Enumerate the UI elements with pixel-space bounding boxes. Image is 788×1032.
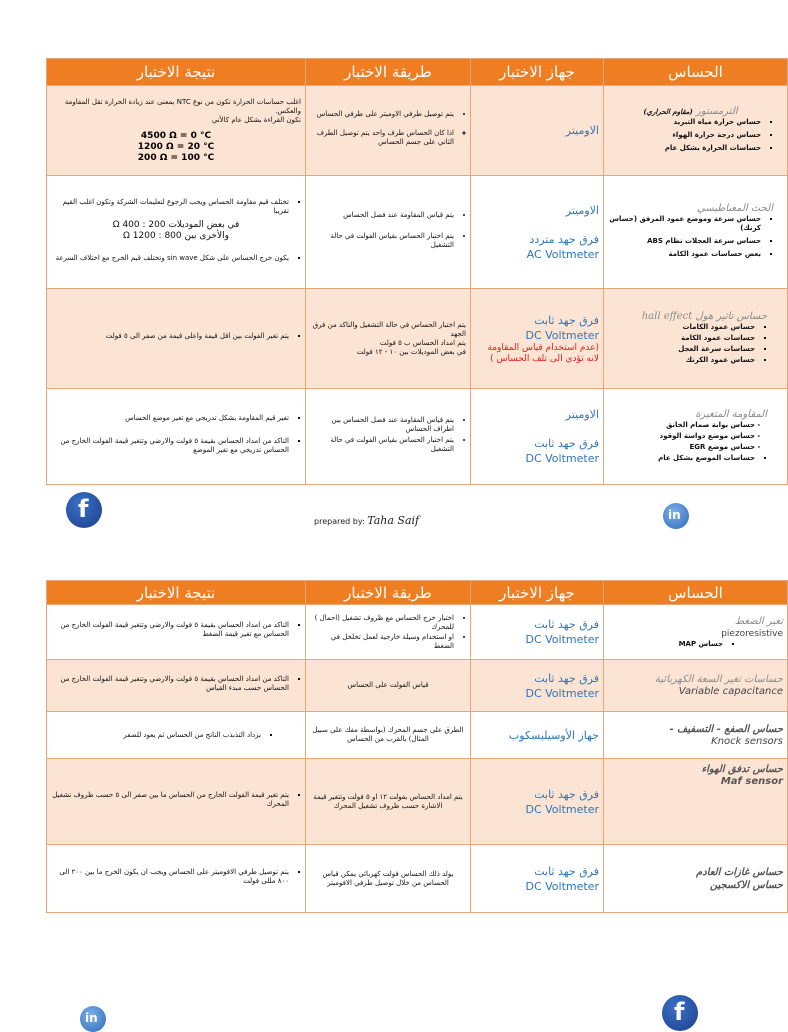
device-label: فرق جهد ثابت [534,618,599,631]
list-item: ▪ حساس عمود الكرنك [608,356,755,365]
list-item: ▪ حساسات سرعة العجل [608,345,755,354]
list-item: • يتم اختبار الحساس بقياس الفولت في حالة التشغيل [310,436,454,454]
result-cell [47,605,306,660]
footer-credit [314,514,419,527]
list-item: ▪ التاكد من امداد الحساس بقيمة ٥ فولت والارضي وتتغير قيمة الفولت الخارج من الحساس مع تغير قيمة الضغط [51,621,289,639]
list-item: ▪ حساس MAP [608,640,723,649]
method-text: قياس الفولت على الحساس [347,681,429,689]
sensor-title: تغير الضغط [734,616,783,627]
list-item: • يتم قياس المقاومة عند فصل الحساس [310,211,454,220]
list-item: ▪ حساس سرعة العجلات نظام ABS [608,237,761,246]
device-label: فرق جهد ثابت [534,313,599,327]
result-cell [47,86,306,176]
device-cell [471,389,604,485]
table-row [47,660,788,712]
device-label: فرق جهد ثابت [534,864,599,878]
list-item: ▪ حساس عمود الكامات [608,323,755,332]
footer-prepared-label: prepared by: [314,517,365,526]
list-item: • او استخدام وسيلة خارجية لعمل تخلخل في الضغط [310,633,454,651]
list-item: ▪ حساس سرعة وموضع عمود المرفق (حساس كرنك) [608,215,761,233]
list-item: ▪ يتم تغير الفولت بين اقل قيمة واعلى قيمة من صفر الى ٥ فولت [51,332,289,341]
device-cell [471,289,604,389]
list-item: ▪ حساسات الحرارة بشكل عام [608,144,761,153]
header-result: نتيجة الاختبار [47,59,306,86]
sensor-cell [604,86,788,176]
device-label: DC Voltmeter [525,879,599,893]
list-item: ▪ يتم تغير قيمة الفولت الخارج من الحساس ما بين صفر الى ٥ حسب ظروف تشغيل المحرك [51,791,289,809]
sensor-subtitle: piezoresistive [721,629,783,639]
method-text: يتم امداد الحساس بفولت ١٢ او ٥ فولت وتتغير قيمة الاشارة حسب ظروف تشغيل المحرك [313,792,463,810]
header-device: جهاز الاختبار [471,581,604,605]
list-item: • يتم قياس المقاومة عند فصل الحساس بين اطراف الحساس [310,416,454,434]
sensor-cell [604,660,788,712]
list-item: ▪ حساس درجة حرارة الهواء [608,131,761,140]
table-row [47,289,788,389]
method-cell [306,389,471,485]
list-item: ▪ يتم توصيل طرفي الافوميتر على الحساس ويجب ان يكون الخرج ما بين ٢٠٠ الى ٨٠٠ مللى فولت [51,868,289,886]
method-cell [306,176,471,289]
sensor-cell [604,845,788,913]
device-label: DC Voltmeter [525,328,599,342]
device-warning: (عدم استخدام قياس المقاومة لانه تؤدي الى تلف الحساس ) [487,342,599,364]
sensor-subtitle: Maf sensor [720,776,783,787]
list-item: ◦ اذا كان الحساس طرف واحد يتم توصيل الطرف الثاني على جسم الحساس [310,129,454,147]
sensor-title: حساسات تغير السعة الكهربائية [654,674,783,685]
footer-author: Taha Saif [367,514,420,527]
device-cell [471,86,604,176]
device-label: DC Voltmeter [525,633,599,646]
device-label: الاوميتر [565,124,599,137]
sensor-subtitle: Knock sensors [711,735,783,747]
sensor-title-note: (مقاوم الحراري) [643,106,693,116]
list-item: ▪ يكون خرج الحساس على شكل sin wave وتختلف قيم الخرج مع اختلاف السرعة [51,254,289,263]
list-item: ▪ حساسات الموضع بشكل عام [608,454,755,463]
facebook-icon[interactable]: f [66,492,102,528]
method-text: الطرق على جسم المحرك (بواسطة مفك على سبيل المثال) بالقرب من الحساس [312,726,464,743]
list-item: ▪ حساس حرارة مياه التبريد [608,118,761,127]
device-label: فرق جهد متردد [529,232,599,246]
list-item: ▪ بعض حساسات عمود الكامة [608,250,761,259]
sensor-cell [604,289,788,389]
list-item: ▪ تختلف قيم مقاومة الحساس ويجب الرجوع لتعليمات الشركة وتكون اغلب القيم تقريبا [51,198,289,216]
method-cell [306,660,471,712]
method-cell [306,86,471,176]
device-cell [471,845,604,913]
table-row [47,759,788,845]
device-cell [471,176,604,289]
result-cell [47,845,306,913]
method-cell [306,289,471,389]
device-label: جهاز الأوسيليسكوب [508,728,599,742]
list-item: - حساس بوابة صمام الخانق [608,421,755,430]
sensor-cell [604,605,788,660]
header-result: نتيجة الاختبار [47,581,306,605]
header-sensor: الحساس [604,581,788,605]
method-cell [306,605,471,660]
method-cell [306,759,471,845]
result-cell [47,289,306,389]
facebook-icon[interactable]: f [662,995,698,1031]
list-item: ▪ التاكد من امداد الحساس بقيمة ٥ فولت والارضي وتتغير قيمة الفولت الخارج من الحساس تدريجي مع تغير الموضع [51,437,289,455]
device-cell [471,660,604,712]
result-cell [47,176,306,289]
result-value: 200 Ω = 100 °C [137,152,215,163]
device-label: فرق جهد ثابت [534,671,599,685]
list-item: ▪ يزداد التذبذب الناتج من الحساس ثم يعود للصفر [51,731,261,740]
device-label: فرق جهد ثابت [534,787,599,801]
list-item: • يتم توصيل طرفي الاوميتر على طرفي الحساس [310,110,454,119]
device-label: DC Voltmeter [525,452,599,465]
result-text: اغلب حساسات الحرارة تكون من نوع NTC بمعنى عند زيادة الحرارة تقل المقاومة والعكس. تكون القراءة بشكل عام كالأتي [64,97,301,124]
result-sub: في بعض الموديلات 200 : 400 Ω [112,219,240,230]
linkedin-icon[interactable]: in [80,1006,106,1032]
method-cell [306,712,471,759]
device-label: AC Voltmeter [526,247,599,261]
sensor-title: حساس الصفع - التسفيف - [669,723,783,735]
header-device: جهاز الاختبار [471,59,604,86]
list-item: ▪ حساسات عمود الكامة [608,334,755,343]
header-method: طريقة الاختبار [306,581,471,605]
method-cell [306,845,471,913]
sensor-cell [604,389,788,485]
sensor-title: حساس غازات العادم [696,866,783,878]
sensor-table-page1 [46,58,788,485]
result-value: 1200 Ω = 20 °C [137,141,215,152]
device-label: الاوميتر [565,408,599,421]
list-item: ▪ تغير قيم المقاومة بشكل تدريجي مع تغير موضع الحساس [51,414,289,423]
sensor-title-alt: حساس الاكسجين [709,879,783,891]
result-cell [47,389,306,485]
sensor-title: المقاومة المتغيرة [695,409,767,420]
result-cell [47,660,306,712]
sensor-title: الحث المغناطيسي [696,202,773,214]
device-cell [471,759,604,845]
device-label: DC Voltmeter [525,802,599,816]
sensor-table-page2 [46,580,788,913]
sensor-title: الترمستور [696,105,738,117]
result-cell [47,759,306,845]
sensor-title: حساس تاثير هول hall effect [641,311,767,322]
list-item: • يتم اختبار الحساس بقياس الفولت في حالة التشغيل [310,232,454,250]
list-item: - حساس موضع دواسة الوقود [608,432,755,441]
method-text: يتم اختبار الحساس في حالة التشغيل والتاكد من فرق الجهد يتم امداد الحساس ب ٥ فولت في بعض الموديلات بين ١٠ - ١٢ فولت [312,320,466,356]
table-row [47,845,788,913]
result-cell [47,712,306,759]
table-row [47,712,788,759]
device-label: فرق جهد ثابت [534,437,599,450]
table-row [47,389,788,485]
sensor-cell [604,176,788,289]
result-value: 4500 Ω = 0 °C [140,130,212,141]
sensor-title: حساس تدفق الهواء [701,764,783,775]
table-row [47,86,788,176]
sensor-cell [604,759,788,845]
table-row [47,605,788,660]
device-label: DC Voltmeter [525,686,599,700]
list-item: - حساس موضع EGR [608,443,755,452]
sensor-cell [604,712,788,759]
list-item: ▪ التاكد من امداد الحساس بقيمة ٥ فولت والارضي وتتغير قيمة الفولت الخارج من الحساس حسب مبدء القياس [51,675,289,693]
device-label: الاوميتر [565,203,599,217]
method-text: يولد ذلك الحساس فولت كهربائي يمكن قياس الحساس من خلال توصيل طرفي الافوميتر [322,869,454,887]
result-sub: والأخرى بين 800 : 1200 Ω [123,230,229,241]
sensor-subtitle: Variable capacitance [678,686,783,697]
device-cell [471,712,604,759]
table-row [47,176,788,289]
list-item: • اختبار خرج الحساس مع ظروف تشغيل (احمال ) للمحرك [310,614,454,632]
device-cell [471,605,604,660]
header-sensor: الحساس [604,59,788,86]
header-method: طريقة الاختبار [306,59,471,86]
linkedin-icon[interactable]: in [663,503,689,529]
